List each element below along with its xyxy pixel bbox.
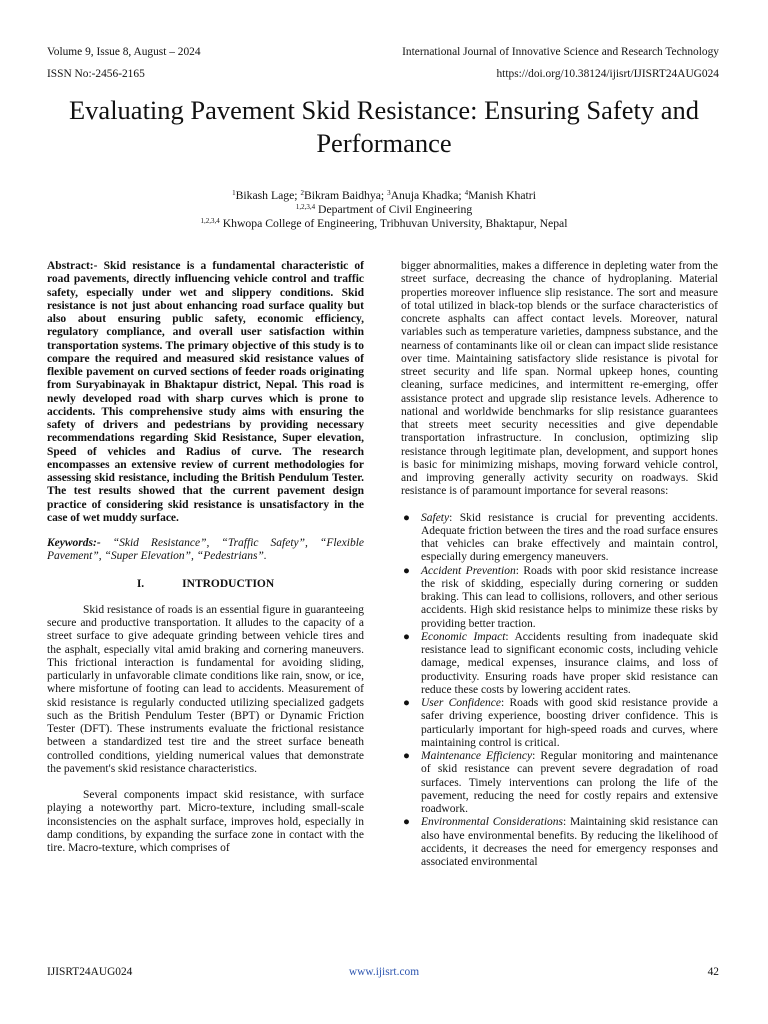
bullet-icon: ● [403, 630, 410, 643]
header-issn: ISSN No:-2456-2165 [47, 68, 145, 80]
college-sup: 1,2,3,4 [200, 217, 220, 225]
section-title: INTRODUCTION [182, 577, 275, 590]
page-number: 42 [707, 966, 719, 978]
list-item [401, 512, 718, 565]
bullet-icon: ● [403, 697, 410, 709]
footer-website-link[interactable]: www.ijisrt.com [348, 966, 420, 978]
bullet-icon: ● [403, 511, 410, 524]
section-heading [47, 578, 364, 591]
list-item-text: : Roads with poor skid resistance increase the risk of skidding, especially during cornering or sudden braking. This can lead to collisions, rollovers, and other serious accidents. High skid resistance helps to minimize these risks by providing better traction. [421, 564, 718, 630]
author-college [40, 217, 728, 231]
list-item [401, 697, 718, 750]
list-item-text: : Maintaining skid resistance can also have environmental benefits. By reducing the likelihood of accidents, it decreases the need for emergency responses and associated environmental [421, 816, 718, 868]
author-sup: 4 [464, 189, 469, 197]
author-sup: 2 [300, 189, 304, 197]
author-sup: 3 [387, 189, 391, 197]
department-sup: 1,2,3,4 [295, 203, 316, 211]
list-item-term: Environmental Considerations [421, 816, 563, 829]
list-item-term: User Confidence [421, 697, 501, 709]
header-doi-link[interactable]: https://doi.org/10.38124/ijisrt/IJISRT24AUG024 [496, 68, 719, 80]
list-item-term: Maintenance Efficiency [421, 750, 533, 762]
intro-paragraph-2: Several components impact skid resistance, with surface playing a noteworthy part. Micro-texture, including small-scale inconsistencies on the asphalt surface, improves hold, especially in damp conditions, by expanding the surface zone in contact with the tire. Macro-texture, which comprises of [47, 789, 364, 854]
author-name: Bikash Lage; [235, 189, 301, 202]
list-item [401, 750, 718, 816]
list-item-term: Safety [421, 511, 450, 524]
author-name: Bikram Baidhya; [303, 189, 388, 202]
author-list [40, 189, 728, 203]
list-item [401, 816, 718, 869]
section-number: I. [136, 577, 145, 590]
author-name: Manish Khatri [468, 189, 536, 202]
keywords-text: “Skid Resistance”, “Traffic Safety”, “Flexible Pavement”, “Super Elevation”, “Pedestrians”. [47, 537, 364, 563]
abstract: Abstract:- Skid resistance is a fundamental characteristic of road pavements, directly influencing vehicle control and traffic safety, especially under wet and slippery conditions. Skid resistance is not just about enhancing road surface quality but also about ensuring public safety, economic efficiency, regulatory compliance, and overall user satisfaction within transportation systems. The primary objective of this study is to compare the required and measured skid resistance values of flexible pavement on curved sections of feeder roads originating from Suryabinayak in Bhaktapur district, Nepal. This road is newly developed road with sharp curves which is prone to accidents. This comprehensive study aims with ensuring the safety of drivers and pedestrians by providing necessary recommendations regarding Skid Resistance, Super elevation, Speed of vehicles and Radius of curve. The research encompasses an extensive review of current methodologies for assessing skid resistance, including the British Pendulum Tester. The test results showed that the current pavement design practice of considering skid resistance is unsatisfactory in the case of wet muddy surface. [47, 260, 364, 524]
footer-paper-id: IJISRT24AUG024 [47, 966, 133, 978]
list-item-text: : Roads with good skid resistance provide a safer driving experience, boosting driver confidence. This is particularly important for high-speed roads and curves, where maintaining control is critical. [421, 697, 718, 749]
keywords-label: Keywords:- [47, 537, 101, 549]
department-name: Department of Civil Engineering [315, 203, 473, 216]
header-volume: Volume 9, Issue 8, August – 2024 [47, 46, 201, 58]
header-journal: International Journal of Innovative Science and Research Technology [402, 46, 719, 58]
importance-list [401, 512, 718, 870]
paper-title: Evaluating Pavement Skid Resistance: Ensuring Safety and Performance [69, 95, 699, 158]
bullet-icon: ● [403, 816, 410, 829]
bullet-icon: ● [403, 750, 410, 762]
right-column [401, 260, 718, 869]
list-item [401, 631, 718, 697]
college-name: Khwopa College of Engineering, Tribhuvan University, Bhaktapur, Nepal [219, 217, 568, 230]
author-sup: 1 [232, 189, 236, 197]
intro-paragraph-1: Skid resistance of roads is an essential figure in guaranteeing secure and productive transportation. It alludes to the capacity of a street surface to give adequate grinding between vehicle tires and the asphalt, especially vital amid braking and cornering maneuvers. This frictional interaction is fundamental for avoiding sliding, particularly in unfavorable climate conditions like rain, snow, or ice, where misfortune of footing can lead to accidents. Measurement of skid resistance is regularly conducted utilizing specialized gadgets such as the British Pendulum Tester (BPT) or Dynamic Friction Tester (DFT). These instruments evaluate the frictional resistance between a standardized test tire and the street surface beneath controlled conditions, yielding numerical values that demonstrate the pavement's skid resistance characteristics. [47, 603, 364, 775]
left-column [47, 260, 364, 855]
list-item-term: Accident Prevention [421, 564, 516, 577]
right-paragraph-1: bigger abnormalities, makes a difference in depleting water from the street surface, decreasing the chance of hydroplaning. Material properties moreover influence slip resistance. The sort and measure of total utilized in black-top blends or the surface characteristics of concrete asphalts can affect contact levels. Moreover, natural variables such as temperature varieties, dampness substance, and the nearness of contaminants like oil or clean can impact slide resistance over time. Maintaining satisfactory slide resistance is pivotal for street security and life span. Normal upkeep hones, counting cleaning, surface medicines, and intermittent re-emerging, offer assistance protect and upgrade slip resistance levels. Adherence to national and worldwide benchmarks for slip resistance guarantees that streets meet security necessities and give dependable transportation infrastructure. In conclusion, optimizing slip resistance through legitimate plan, development, and support hones is basic for minimizing mishaps, moving forward vehicle control, and improving generally activity security on roadways. Skid resistance is of paramount importance for several reasons: [401, 260, 718, 498]
author-department [40, 203, 728, 217]
keywords [47, 537, 364, 564]
list-item [401, 565, 718, 631]
list-item-term: Economic Impact [421, 630, 506, 643]
list-item-text: : Accidents resulting from inadequate skid resistance lead to significant economic costs, including vehicle damage, medical expenses, insurance claims, and loss of productivity. Ensuring roads have proper skid resistance can reduce these costs by lowering accident rates. [421, 630, 719, 696]
list-item-text: : Regular monitoring and maintenance of skid resistance can prevent severe degradation of road surfaces. Timely interventions can prolong the life of the pavement, reducing the need for costly repairs and extensive roadwork. [421, 750, 718, 815]
bullet-icon: ● [403, 564, 410, 577]
author-name: Anuja Khadka; [390, 189, 465, 202]
list-item-text: : Skid resistance is crucial for preventing accidents. Adequate friction between the tires and the road surface ensures that vehicles can brake effectively and maintain control, especially during emergency maneuvers. [421, 511, 718, 564]
